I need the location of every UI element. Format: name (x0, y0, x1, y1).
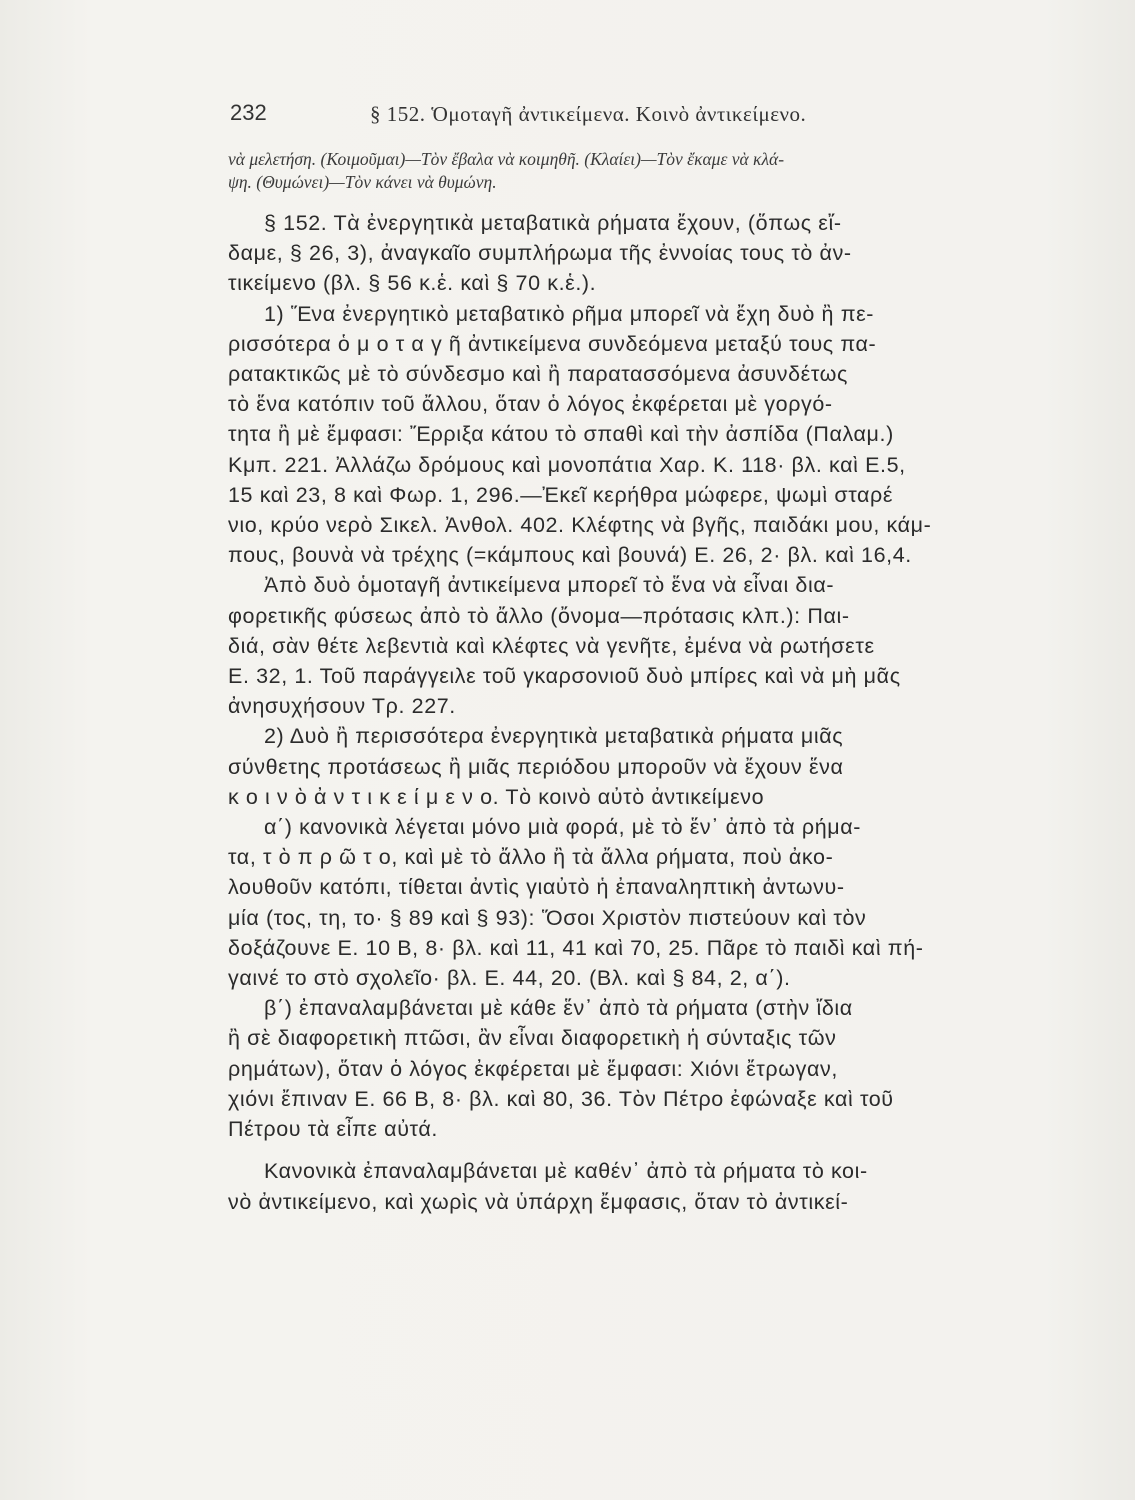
text-line: 15 καὶ 23, 8 καὶ Φωρ. 1, 296.—Ἐκεῖ κερήθρα μώφερε, ψωμὶ σταρέ (228, 482, 894, 507)
text-line: 2) Δυὸ ἢ περισσότερα ἐνεργητικὰ μεταβατικὰ ρήματα μιᾶς (264, 724, 844, 749)
text-line: α΄) κανονικὰ λέγεται μόνο μιὰ φορά, μὲ τὸ ἕν᾿ ἀπὸ τὰ ρήμα- (264, 815, 862, 840)
text-line: 1) Ἕνα ἐνεργητικὸ μεταβατικὸ ρῆμα μπορεῖ νὰ ἔχη δυὸ ἢ πε- (264, 301, 875, 326)
text-line: κ ο ι ν ὸ ἀ ν τ ι κ ε ί μ ε ν ο. Τὸ κοινὸ αὐτὸ ἀντικείμενο (228, 784, 765, 809)
text-line: μία (τος, τη, το· § 89 καὶ § 93): Ὅσοι Χριστὸν πιστεύουν καὶ τὸν (228, 905, 867, 930)
text-line: διά, σὰν θέτε λεβεντιὰ καὶ κλέφτες νὰ γενῆτε, ἐμένα νὰ ρωτήσετε (228, 633, 875, 658)
text-line: χιόνι ἔπιναν Ε. 66 Β, 8· βλ. καὶ 80, 36. Τὸν Πέτρο ἐφώναξε καὶ τοῦ (228, 1086, 894, 1111)
text-line: πους, βουνὰ νὰ τρέχης (=κάμπους καὶ βουνά) Ε. 26, 2· βλ. καὶ 16,4. (228, 543, 912, 568)
text-line: νὰ μελετήση. (Κοιμοῦμαι)—Τὸν ἔβαλα νὰ κοιμηθῆ. (Κλαίει)—Τὸν ἔκαμε νὰ κλά- (228, 149, 785, 169)
text-line: ρημάτων), ὅταν ὁ λόγος ἐκφέρεται μὲ ἔμφασι: Χιόνι ἔτρωγαν, (228, 1056, 838, 1081)
page-number: 232 (230, 100, 267, 125)
text-line: τητα ἢ μὲ ἔμφασι: Ἔρριξα κάτου τὸ σπαθὶ καὶ τὴν ἀσπίδα (Παλαμ.) (228, 422, 894, 447)
text-line: Πέτρου τὰ εἶπε αὐτά. (228, 1117, 438, 1142)
text-line: ρατακτικῶς μὲ τὸ σύνδεσμο καὶ ἢ παρατασσόμενα ἀσυνδέτως (228, 362, 849, 387)
text-line: λουθοῦν κατόπι, τίθεται ἀντὶς γιαὐτὸ ἡ ἐπαναληπτικὴ ἀντωνυ- (228, 875, 845, 900)
text-line: τὸ ἕνα κατόπιν τοῦ ἄλλου, ὅταν ὁ λόγος ἐκφέρεται μὲ γοργό- (228, 392, 833, 417)
running-title: § 152. Ὁμοταγῆ ἀντικείμενα. Κοινὸ ἀντικείμενο. (370, 102, 807, 126)
text-line: β΄) ἐπαναλαμβάνεται μὲ κάθε ἕν᾿ ἀπὸ τὰ ρήματα (στὴν ἴδια (264, 996, 853, 1021)
text-line: σύνθετης προτάσεως ἢ μιᾶς περιόδου μποροῦν νὰ ἔχουν ἕνα (228, 754, 844, 779)
text-line: τα, τ ὸ π ρ ῶ τ ο, καὶ μὲ τὸ ἄλλο ἢ τὰ ἄλλα ρήματα, ποὺ ἀκο- (228, 845, 834, 870)
text-line: Ἀπὸ δυὸ ὁμοταγῆ ἀντικείμενα μπορεῖ τὸ ἕνα νὰ εἶναι δια- (264, 573, 835, 598)
text-line: ψη. (Θυμώνει)—Τὸν κάνει νὰ θυμώνη. (228, 172, 497, 192)
text-line: ρισσότερα ὁ μ ο τ α γ ῆ ἀντικείμενα συνδεόμενα μεταξύ τους πα- (228, 331, 877, 356)
text-line: νιο, κρύο νερὸ Σικελ. Ἀνθολ. 402. Κλέφτης νὰ βγῆς, παιδάκι μου, κάμ- (228, 513, 932, 538)
text-line: τικείμενο (βλ. § 56 κ.ἑ. καὶ § 70 κ.ἑ.). (228, 271, 597, 296)
text-line: δοξάζουνε Ε. 10 Β, 8· βλ. καὶ 11, 41 καὶ 70, 25. Πᾶρε τὸ παιδὶ καὶ πή- (228, 935, 924, 960)
running-header (230, 100, 930, 126)
text-line: Κανονικὰ ἐπαναλαμβάνεται μὲ καθέν᾿ ἀπὸ τὰ ρήματα τὸ κοι- (264, 1159, 868, 1184)
text-line: δαμε, § 26, 3), ἀναγκαῖο συμπλήρωμα τῆς ἐννοίας τους τὸ ἀν- (228, 241, 852, 266)
text-line: ἢ σὲ διαφορετικὴ πτῶσι, ἂν εἶναι διαφορετικὴ ἡ σύνταξις τῶν (228, 1026, 837, 1051)
text-line: Ε. 32, 1. Τοῦ παράγγειλε τοῦ γκαρσονιοῦ δυὸ μπίρες καὶ νὰ μὴ μᾶς (228, 664, 901, 689)
text-line: ἀνησυχήσουν Τρ. 227. (228, 694, 456, 719)
text-line: γαινέ το στὸ σχολεῖο· βλ. Ε. 44, 20. (Βλ. καὶ § 84, 2, α΄). (228, 966, 791, 991)
text-body (228, 148, 1018, 1217)
text-line: νὸ ἀντικείμενο, καὶ χωρὶς νὰ ὑπάρχη ἔμφασις, ὅταν τὸ ἀντικεί- (228, 1189, 849, 1214)
text-line: φορετικῆς φύσεως ἀπὸ τὸ ἄλλο (ὄνομα—πρότασις κλπ.): Παι- (228, 603, 850, 628)
text-line: Κμπ. 221. Ἀλλάζω δρόμους καὶ μονοπάτια Χαρ. Κ. 118· βλ. καὶ Ε.5, (228, 452, 906, 477)
section-heading-line: § 152. Τὰ ἐνεργητικὰ μεταβατικὰ ρήματα ἔχουν, (ὅπως εἴ- (264, 211, 842, 235)
